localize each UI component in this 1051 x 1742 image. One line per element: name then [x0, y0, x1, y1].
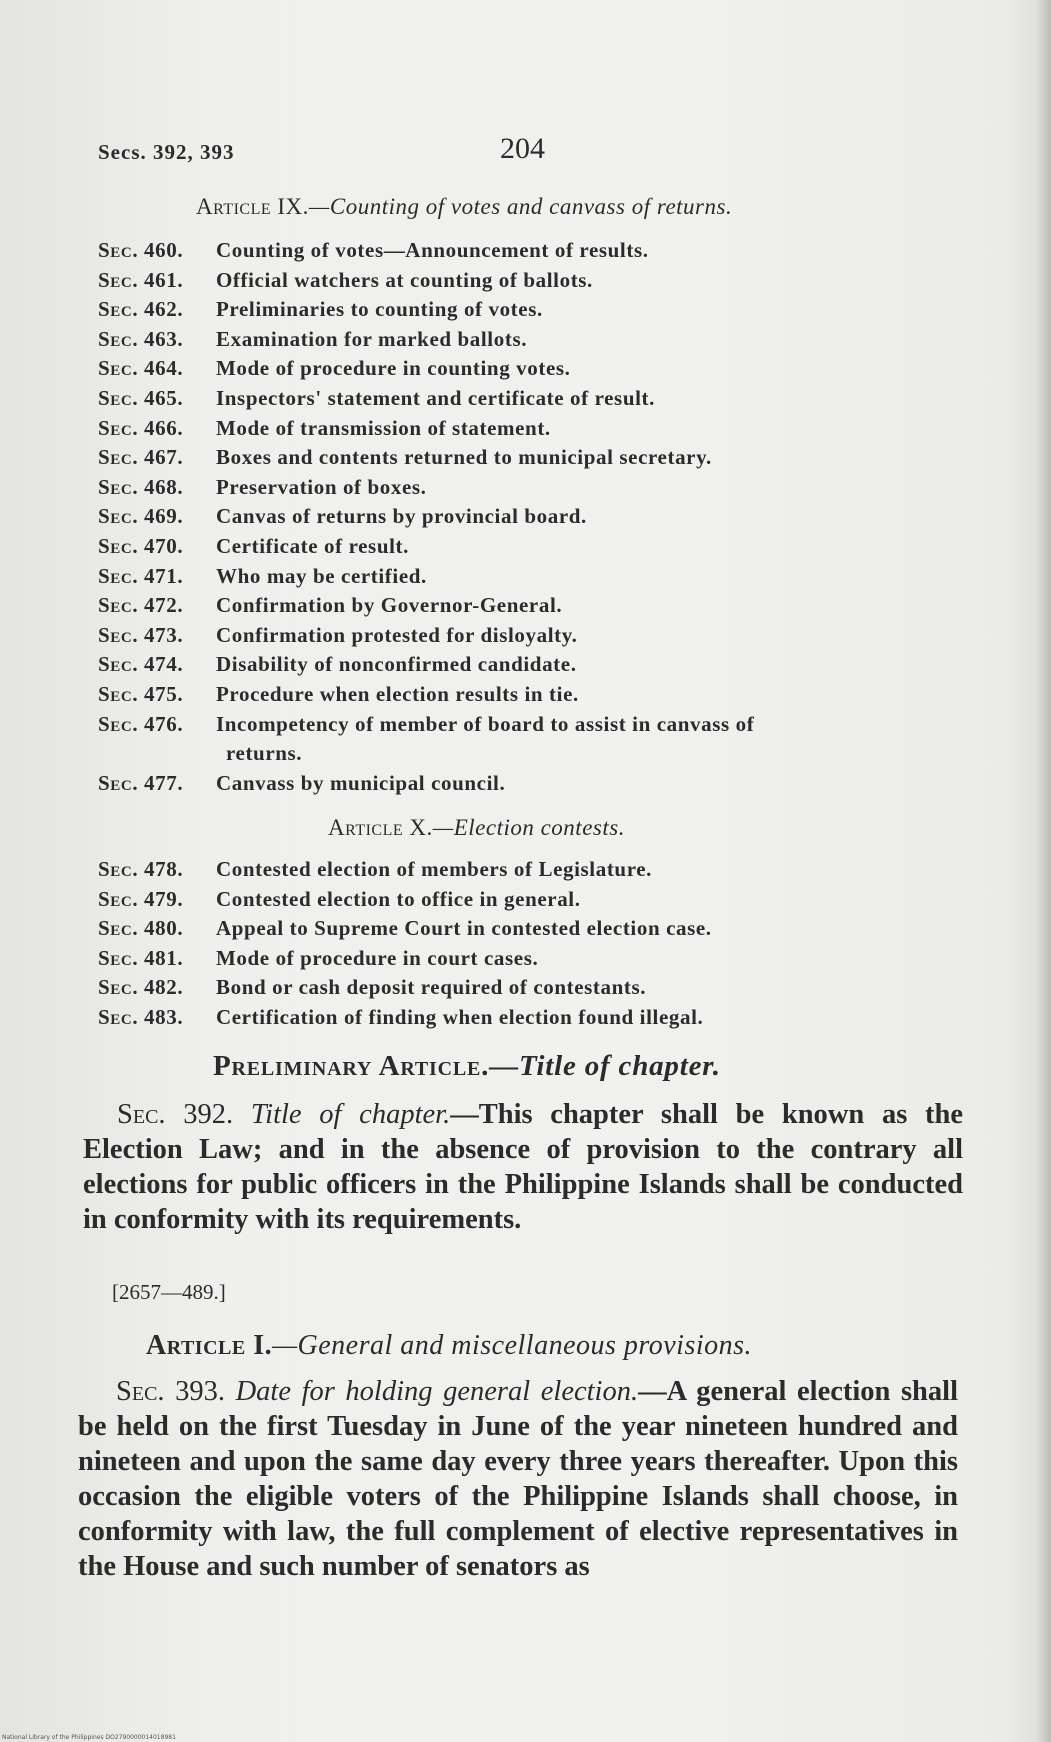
section-title: Procedure when election results in tie.	[216, 681, 579, 706]
article_ix-item	[98, 562, 978, 592]
section-number: Sec. 467.	[98, 445, 184, 470]
sec-393-label: Sec. 393.	[116, 1376, 225, 1407]
sec-392-text: —This chapter shall be known as the Election Law; and in the absence of provision to the contrary all elections for public officers in the Philippine Islands shall be conducted in conformity with its requirements.	[83, 1099, 964, 1235]
section-title: Preliminaries to counting of votes.	[216, 297, 543, 322]
sec-392-heading: Title of chapter.	[250, 1099, 451, 1130]
article_ix-item	[98, 621, 978, 651]
running-header-sections: Secs. 392, 393	[98, 140, 235, 164]
section-number: Sec. 478.	[98, 857, 184, 881]
section-title: Incompetency of member of board to assist in canvass of	[216, 711, 755, 736]
article_ix-item	[98, 680, 978, 710]
section-title: Contested election of members of Legislature.	[216, 857, 653, 881]
section-number: Sec. 475.	[98, 681, 184, 706]
article_ix-item	[98, 266, 978, 296]
section-title: Official watchers at counting of ballots.	[216, 267, 593, 292]
section-number: Sec. 470.	[98, 533, 184, 558]
section-number: Sec. 462.	[98, 297, 184, 322]
section-number: Sec. 481.	[98, 945, 184, 970]
section-title: Counting of votes—Announcement of results.	[216, 238, 649, 262]
section-number: Sec. 473.	[98, 622, 184, 647]
article_ix-item	[98, 532, 978, 562]
section-number: Sec. 471.	[98, 563, 184, 588]
article_ix-item	[98, 769, 978, 799]
article_x-item	[98, 855, 978, 885]
section-title: Disability of nonconfirmed candidate.	[216, 652, 577, 677]
section-title: Mode of transmission of statement.	[216, 415, 551, 440]
sec-393-heading: Date for holding general election.	[235, 1376, 639, 1407]
section-number: Sec. 463.	[98, 326, 184, 351]
section-title: Confirmation by Governor-General.	[216, 593, 563, 618]
article-x-section-list	[98, 855, 978, 1033]
section-title: Canvass by municipal council.	[216, 770, 506, 795]
section-number: Sec. 480.	[98, 916, 184, 941]
article_ix-item	[98, 443, 978, 473]
article-i-heading	[146, 1330, 752, 1362]
page-number: 204	[500, 132, 545, 165]
article_ix-item	[98, 710, 978, 769]
section-number: Sec. 476.	[98, 711, 184, 736]
article-ix-title: —Counting of votes and canvass of returns.	[308, 194, 733, 219]
sec-393-text: —A general election shall be held on the first Tuesday in June of the year nineteen hundred and nineteen and upon the same day every three years thereafter. Upon this occasion the eligible voters of the Philippine Islands shall choose, in conformity with law, the full complement of elective representatives in the House and such number of senators as	[78, 1376, 958, 1582]
preliminary-label: Preliminary Article.	[213, 1050, 490, 1082]
section-393-paragraph	[78, 1374, 958, 1584]
section-title: Mode of procedure in court cases.	[216, 945, 539, 970]
section-title: Who may be certified.	[216, 563, 427, 588]
article-ix-section-list	[98, 236, 978, 798]
section-number: Sec. 474.	[98, 652, 184, 677]
section-title-continuation: returns.	[226, 741, 303, 766]
preliminary-title: —Title of chapter.	[489, 1050, 721, 1082]
preliminary-article-heading	[213, 1050, 721, 1083]
section-title: Mode of procedure in counting votes.	[216, 356, 571, 381]
article-x-title: —Election contests.	[432, 815, 625, 840]
article-x-heading	[328, 815, 625, 841]
article_ix-item	[98, 354, 978, 384]
section-number: Sec. 460.	[98, 238, 184, 262]
section-title: Appeal to Supreme Court in contested election case.	[216, 916, 712, 941]
article_ix-item	[98, 384, 978, 414]
scan-footer: National Library of the Philippines DO2790000014018981	[2, 1734, 176, 1741]
section-title: Confirmation protested for disloyalty.	[216, 622, 578, 647]
section-title: Certification of finding when election found illegal.	[216, 1004, 704, 1029]
section-number: Sec. 479.	[98, 886, 184, 911]
article-i-title: —General and miscellaneous provisions.	[272, 1330, 753, 1361]
page-edge-shadow	[1033, 0, 1051, 1742]
sec-392-label: Sec. 392.	[117, 1099, 234, 1130]
section-number: Sec. 464.	[98, 356, 184, 381]
section-title: Inspectors' statement and certificate of result.	[216, 385, 655, 410]
article_ix-item	[98, 502, 978, 532]
section-number: Sec. 461.	[98, 267, 184, 292]
section-number: Sec. 468.	[98, 474, 184, 499]
section-number: Sec. 482.	[98, 975, 184, 1000]
article-ix-heading	[196, 194, 732, 220]
section-title: Contested election to office in general.	[216, 886, 581, 911]
section-number: Sec. 472.	[98, 593, 184, 618]
section-title: Preservation of boxes.	[216, 474, 427, 499]
section-title: Boxes and contents returned to municipal secretary.	[216, 445, 712, 470]
article_x-item	[98, 914, 978, 944]
section-number: Sec. 469.	[98, 504, 184, 529]
section-392-paragraph	[83, 1097, 963, 1237]
article_x-item	[98, 1003, 978, 1033]
article-x-label: Article X.	[328, 815, 433, 840]
section-title: Canvas of returns by provincial board.	[216, 504, 587, 529]
article_x-item	[98, 885, 978, 915]
article_ix-item	[98, 473, 978, 503]
article-ix-label: Article IX.	[196, 194, 309, 219]
article_x-item	[98, 973, 978, 1003]
section-title: Examination for marked ballots.	[216, 326, 528, 351]
section-number: Sec. 466.	[98, 415, 184, 440]
section-title: Bond or cash deposit required of contestants.	[216, 975, 647, 1000]
article_ix-item	[98, 295, 978, 325]
article_ix-item	[98, 591, 978, 621]
article_ix-item	[98, 236, 978, 266]
article-i-label: Article I.	[146, 1330, 273, 1361]
article_ix-item	[98, 414, 978, 444]
sec-392-citation: [2657—489.]	[112, 1280, 226, 1304]
section-number: Sec. 477.	[98, 770, 184, 795]
section-number: Sec. 465.	[98, 385, 184, 410]
article_ix-item	[98, 650, 978, 680]
article_ix-item	[98, 325, 978, 355]
section-number: Sec. 483.	[98, 1004, 184, 1029]
article_x-item	[98, 944, 978, 974]
section-title: Certificate of result.	[216, 533, 409, 558]
